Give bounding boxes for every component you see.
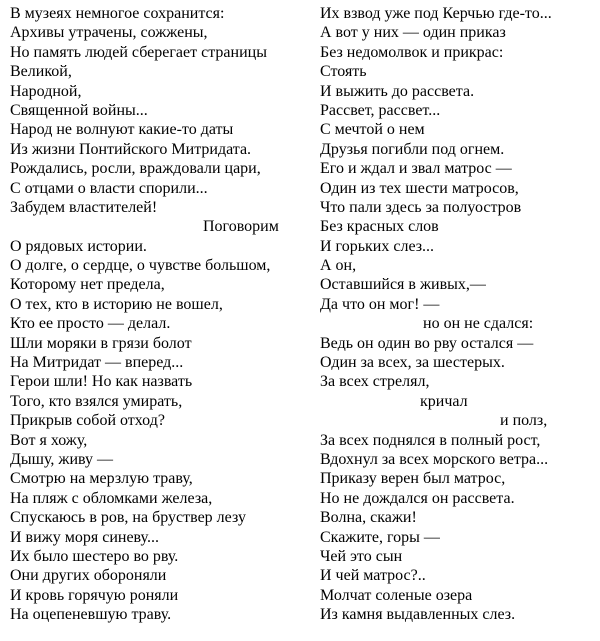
poem-line: Без красных слов <box>320 218 439 236</box>
poem-line: Дышу, живу — <box>10 450 114 468</box>
poem-line: Шли моряки в грязи болот <box>10 334 192 352</box>
poem-line: Друзья погибли под огнем. <box>320 140 505 158</box>
poem-line: И выжить до рассвета. <box>320 82 475 100</box>
poem-line: Народной, <box>10 82 82 100</box>
poem-line: и полз, <box>500 412 548 430</box>
poem-line: О долге, о сердце, о чувстве большом, <box>10 257 271 275</box>
poem-line: Стоять <box>320 63 367 81</box>
poem-line: Герои шли! Но как назвать <box>10 373 193 391</box>
poem-line: Один за всех, за шестерых. <box>320 354 505 372</box>
poem-line: И кровь горячую роняли <box>10 586 179 604</box>
poem-line: Великой, <box>10 63 72 81</box>
poem-line: Архивы утрачены, сожжены, <box>10 24 208 42</box>
poem-line: На Митридат — вперед... <box>10 354 184 372</box>
poem-line: Поговорим <box>203 218 279 236</box>
poem-line: Кто ее просто — делал. <box>10 315 171 333</box>
poem-line: Рождались, росли, враждовали цари, <box>10 160 261 178</box>
poem-line: О рядовых истории. <box>10 237 147 255</box>
poem-column-left <box>10 4 310 625</box>
poem-line: О тех, кто в историю не вошел, <box>10 295 223 313</box>
poem-line: С мечтой о нем <box>320 121 425 139</box>
poem-line: Из жизни Понтийского Митридата. <box>10 140 252 158</box>
poem-line: Но память людей сберегает страницы <box>10 43 267 61</box>
poem-line: И вижу моря синеву... <box>10 528 159 546</box>
poem-line: С отцами о власти спорили... <box>10 179 208 197</box>
poem-line: Они других обороняли <box>10 567 167 585</box>
poem-line: Один из тех шести матросов, <box>320 179 519 197</box>
poem-line: Прикрыв собой отход? <box>10 412 165 430</box>
poem-line: кричал <box>420 392 468 410</box>
poem-line: На оцепеневшую траву. <box>10 606 172 624</box>
poem-line: На пляж с обломками железа, <box>10 489 213 507</box>
poem-line: За всех поднялся в полный рост, <box>320 431 541 449</box>
poem-line: Забудем властителей! <box>10 198 158 216</box>
poem-line: И чей матрос?.. <box>320 567 426 585</box>
poem-line: Спускаюсь в ров, на бруствер лезу <box>10 509 246 527</box>
poem-line: А вот у них — один приказ <box>320 24 506 42</box>
poem-line: Священной войны... <box>10 101 148 119</box>
poem-line: Того, кто взялся умирать, <box>10 392 183 410</box>
poem-line: Рассвет, рассвет... <box>320 101 441 119</box>
poem-line: Вдохнул за всех морского ветра... <box>320 450 549 468</box>
poem-line: Вот я хожу, <box>10 431 88 449</box>
poem-line: Их взвод уже под Керчью где-то... <box>320 5 552 22</box>
poem-line: Но не дождался он рассвета. <box>320 489 515 507</box>
poem-column-right <box>320 4 598 625</box>
poem-line: Ведь он один во рву остался — <box>320 334 534 352</box>
poem-line: Оставшийся в живых,— <box>320 276 486 294</box>
poem-line: В музеях немногое сохранится: <box>10 5 225 22</box>
poem-line: Их было шестеро во рву. <box>10 547 179 565</box>
poem-line: За всех стрелял, <box>320 373 430 391</box>
poem-line: Смотрю на мерзлую траву, <box>10 470 193 488</box>
poem-line: Волна, скажи! <box>320 509 417 527</box>
poem-line: Которому нет предела, <box>10 276 165 294</box>
poem-line: Его и ждал и звал матрос — <box>320 160 512 178</box>
poem-line: Без недомолвок и прикрас: <box>320 43 504 61</box>
poem-line: Народ не волнуют какие-то даты <box>10 121 234 139</box>
poem-line: И горьких слез... <box>320 237 435 255</box>
poem-line: Чей это сын <box>320 547 403 565</box>
poem-line: Молчат соленые озера <box>320 586 473 604</box>
poem-line: Приказу верен был матрос, <box>320 470 506 488</box>
poem-line: Из камня выдавленных слез. <box>320 606 516 624</box>
poem-line: Что пали здесь за полуостров <box>320 198 522 216</box>
poem-line: А он, <box>320 257 357 275</box>
poem-line: Скажите, горы — <box>320 528 440 546</box>
poem-line: Да что он мог! — <box>320 295 440 313</box>
poem-line: но он не сдался: <box>423 315 534 333</box>
